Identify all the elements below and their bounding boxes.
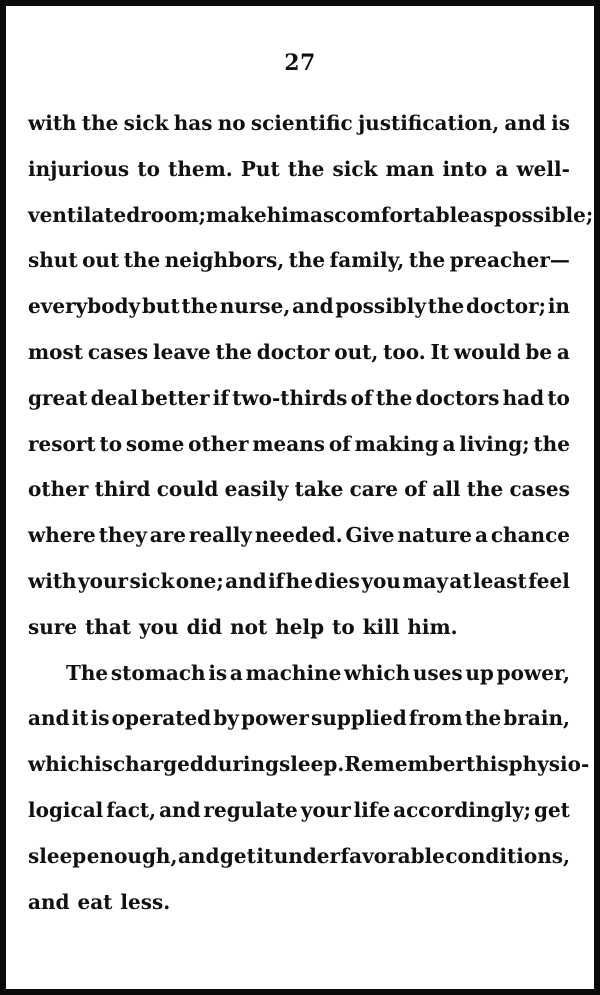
page-number: 27 xyxy=(284,50,316,76)
text-line: resort to some other means of making a living; the xyxy=(28,431,570,456)
text-line: great deal better if two-thirds of the doctors had to xyxy=(28,385,570,411)
text-line: with your sick one; and if he dies you may at least feel xyxy=(28,568,570,594)
text-line: where they are really needed. Give nature a chance xyxy=(28,522,570,548)
text-line: everybody but the nurse, and possibly the doctor; in xyxy=(28,293,570,319)
text-line: and eat less. xyxy=(28,889,171,914)
paragraph-2 xyxy=(28,651,590,926)
paragraph-1 xyxy=(28,101,594,651)
text-line: other third could easily take care of all the cases xyxy=(28,477,570,502)
body-text xyxy=(28,101,594,925)
text-line: injurious to them. Put the sick man into a well- xyxy=(28,156,570,182)
text-line: sleep enough, and get it under favorable conditions, xyxy=(28,843,570,868)
text-line: ventilated room; make him as comfortable as possible; xyxy=(28,202,594,227)
text-line: most cases leave the doctor out, too. It would be a xyxy=(28,339,570,365)
text-line: with the sick has no scientific justification, and is xyxy=(28,110,570,136)
text-line: logical fact, and regulate your life accordingly; get xyxy=(28,797,570,823)
text-line: and it is operated by power supplied from the brain, xyxy=(28,706,570,731)
text-line: The stomach is a machine which uses up power, xyxy=(66,660,570,685)
text-line: sure that you did not help to kill him. xyxy=(28,614,458,639)
text-line: which is charged during sleep. Remember this physio- xyxy=(28,751,590,777)
text-line: shut out the neighbors, the family, the preacher— xyxy=(28,248,570,273)
